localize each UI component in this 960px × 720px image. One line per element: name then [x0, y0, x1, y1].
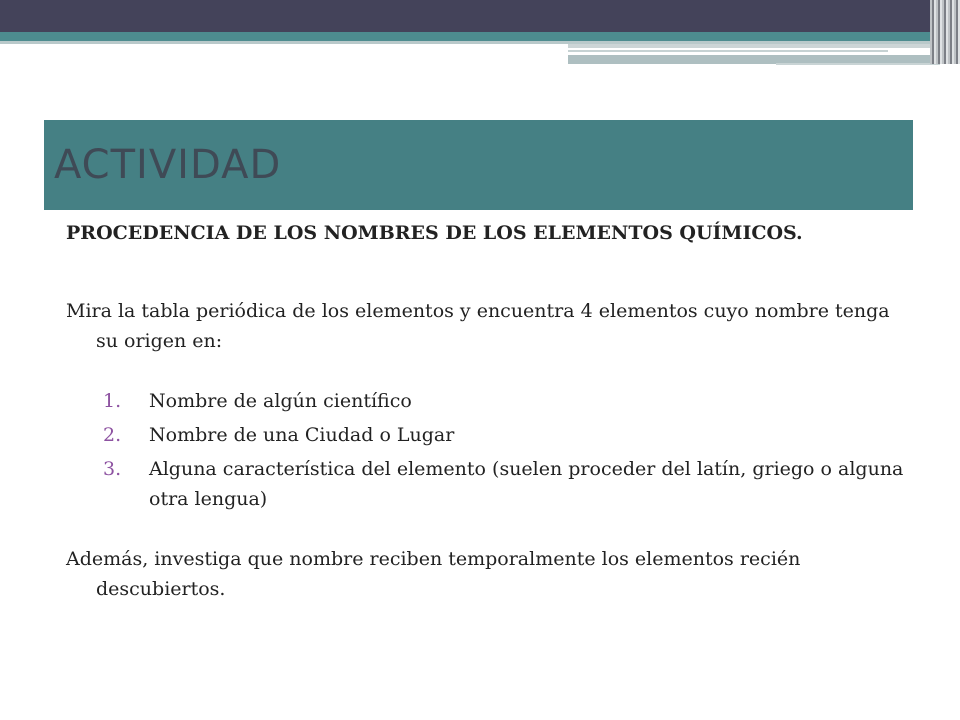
- list-number: 3.: [103, 458, 122, 480]
- numbered-list: [66, 386, 916, 514]
- list-item: [66, 454, 916, 514]
- instruction-paragraph: Mira la tabla periódica de los elementos y encuentra 4 elementos cuyo nombre tenga su origen en:: [66, 300, 890, 352]
- list-item: [66, 386, 916, 416]
- decorative-line: [568, 50, 888, 52]
- title-banner: [44, 120, 913, 210]
- list-number: 2.: [103, 424, 122, 446]
- decorative-line: [568, 44, 940, 48]
- list-item: [66, 420, 916, 450]
- list-item-text: Nombre de algún científico: [149, 390, 412, 412]
- slide-title: ACTIVIDAD: [54, 142, 282, 188]
- list-item-text: Alguna característica del elemento (suelen proceder del latín, griego o alguna otra lengua): [149, 458, 904, 510]
- list-number: 1.: [103, 390, 122, 412]
- heading: PROCEDENCIA DE LOS NOMBRES DE LOS ELEMENTOS QUÍMICOS.: [66, 222, 803, 244]
- decorative-line: [776, 63, 940, 65]
- closing-paragraph: Además, investiga que nombre reciben temporalmente los elementos recién descubiertos.: [66, 548, 801, 600]
- slide-body: [66, 218, 916, 604]
- list-item-text: Nombre de una Ciudad o Lugar: [149, 424, 455, 446]
- accent-stripe: [0, 32, 960, 41]
- top-bar: [0, 0, 960, 32]
- corner-stripes: [930, 0, 960, 64]
